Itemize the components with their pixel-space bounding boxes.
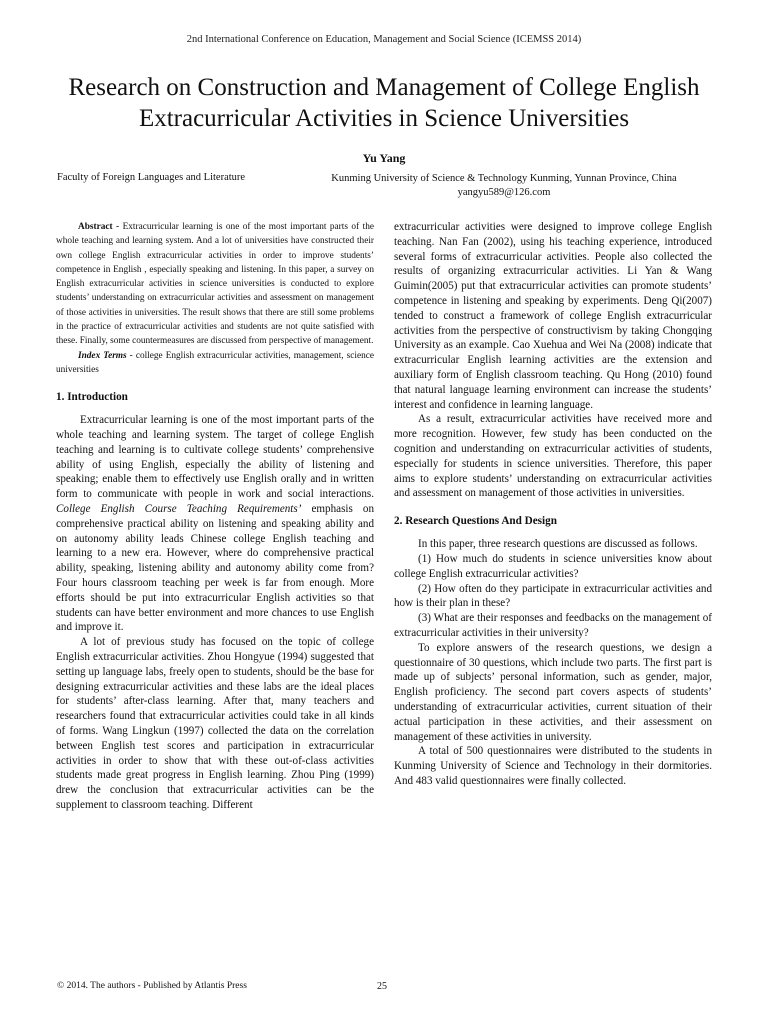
intro-paragraph-3: As a result, extracurricular activities have received more and more recognition. However, few study has been conducted on the cognition and understanding on extracurricular activities of students, especially for students in science universities. Therefore, this paper aims to explore students’ understanding on extracurricular activities and assessment on management of those activities in universities. [394, 413, 712, 500]
index-terms-label: Index Terms - [78, 350, 133, 361]
research-question-1: (1) How much do students in science universities know about college English extracurricular activities? [394, 552, 712, 580]
abstract-text: Extracurricular learning is one of the most important parts of the whole teaching and learning system. And a lot of universities have constructed their own college English extracurricular activities in order to improve students’ competence in English , especially speaking and listening. In this paper, a survey on English extracurricular activities in science universities is conducted to explore students’ understanding on extracurricular activities and assessment on management of those activities in universities. The result shows that there are still some problems in the practice of extracurricular activities and students are not quite satisfied with these. Finally, some countermeasures are discussed from perspective of management. [56, 222, 374, 347]
affiliation-faculty: Faculty of Foreign Languages and Literature [57, 172, 246, 183]
footer-copyright: © 2014. The authors - Published by Atlantis Press [57, 981, 247, 991]
abstract [56, 220, 374, 349]
page-number: 25 [377, 981, 387, 992]
intro-paragraph-2-continued: extracurricular activities were designed to improve college English teaching. Nan Fan (2002), using his teaching experience, introduced several forms of extracurricular activities. People also collected the results of organizing extracurricular activities. Li Yan & Wang Guimin(2005) put that extracurricular activities can promote students’ competence in listening and speaking by experiments. Deng Qi(2007) tended to construct a framework of college English extracurricular activities from the perspective of constructivism by taking Chongqing University as an example. Cao Xuehua and Wei Na (2008) indicate that extracurricular English learning activities are the extension and auxiliary form of English classroom teaching. Qu Hong (2010) found that natural language learning environment can increase the students’ interest and confidence in learning language. [394, 221, 712, 411]
right-column [394, 220, 712, 789]
research-paragraph-2: To explore answers of the research questions, we design a questionnaire of 30 questions, which include two parts. The first part is made up of subjects’ personal information, such as gender, major, English proficiency. The second part covers aspects of students’ understanding of extracurricular activities, current situation of their actual participation in these activities, and their assessment on management of these activities in university. [394, 641, 712, 743]
author-name: Yu Yang [362, 151, 406, 165]
intro-p1-text-b: emphasis on comprehensive practical ability on listening and speaking ability and on autonomy ability leads Chinese college English teaching and learning to a new era. However, where do comprehensive practical ability, speaking, listening ability and autonomy ability come from? Four hours classroom teaching per week is far from enough. More efforts should be put into extracurricular English activities so that students can have better environment and more chances to use English and improve it. [56, 503, 374, 634]
research-paragraph-3: A total of 500 questionnaires were distributed to the students in Kunming University of Science and Technology in their dormitories. And 483 valid questionnaires were finally collected. [394, 745, 712, 787]
left-column [56, 220, 374, 813]
abstract-label: Abstract - [78, 222, 120, 232]
research-paragraph-1: In this paper, three research questions are discussed as follows. [418, 538, 698, 551]
intro-p1-emphasis: College English Course Teaching Requirements’ [56, 503, 302, 516]
paper-title: Research on Construction and Management of College English Extracurricular Activities in Science Universities [68, 74, 700, 132]
author-email[interactable]: yangyu589@126.com [457, 187, 551, 198]
affiliation-block [298, 172, 710, 200]
affiliation-university: Kunming University of Science & Technology Kunming, Yunnan Province, China [331, 173, 677, 184]
section-heading-introduction: 1. Introduction [56, 391, 128, 404]
intro-p1-text-a: Extracurricular learning is one of the most important parts of the whole teaching and learning system. The target of college English teaching and learning is to cultivate college students’ comprehensive ability of using English, especially the ability of listening and speaking; enable them to effectively use English orally and in written form to communicate with people in work and social interactions. [56, 414, 374, 501]
section-heading-research: 2. Research Questions And Design [394, 515, 557, 528]
intro-paragraph-2: A lot of previous study has focused on the topic of college English extracurricular activities. Zhou Hongyue (1994) suggested that setting up language labs, freely open to students, should be the base for designing extracurricular activities and these labs are the ideal places for students’ after-class learning. After that, many teachers and researchers found that extracurricular activities could take in all kinds of forms. Wang Lingkun (1997) collected the data on the correlation between English test scores and participation in extracurricular activities in order to show that with these out-of-class activities students made great progress in English learning. Zhou Ping (1999) drew the conclusion that extracurricular activities can be the supplement to classroom teaching. Different [56, 636, 374, 811]
intro-paragraph-1 [56, 413, 374, 635]
conference-header: 2nd International Conference on Education, Management and Social Science (ICEMSS 2014) [186, 34, 582, 45]
index-terms [56, 349, 374, 378]
index-terms-text: college English extracurricular activities, management, science universities [56, 350, 374, 375]
research-question-2: (2) How often do they participate in extracurricular activities and how is their plan in these? [394, 582, 712, 610]
research-question-3: (3) What are their responses and feedbacks on the management of extracurricular activities in their university? [394, 612, 712, 639]
